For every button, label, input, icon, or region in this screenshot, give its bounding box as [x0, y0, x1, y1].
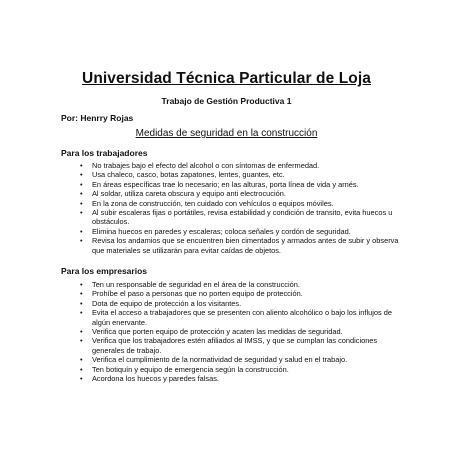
section-title-empresarios: Para los empresarios [61, 266, 147, 276]
list-item: • Acordona los huecos y paredes falsas. [80, 374, 410, 383]
list-item: • Al soldar, utiliza careta obscura y equipo anti electrocución. [80, 189, 410, 198]
list-item: • Verifica que los trabajadores estén afiliados al IMSS, y que se cumplan las condiciones generales de trabajo. [80, 336, 410, 355]
document-title: Universidad Técnica Particular de Loja [82, 70, 371, 87]
list-trabajadores [80, 161, 410, 255]
list-empresarios [80, 280, 410, 383]
document-heading: Medidas de seguridad en la construcción [135, 128, 318, 139]
document-author: Por: Henrry Rojas [61, 113, 134, 123]
list-item: • Evita el acceso a trabajadores que se presenten con aliento alcohólico o bajo los influjos de algún enervante. [80, 308, 410, 327]
document-subtitle: Trabajo de Gestión Productiva 1 [161, 96, 292, 106]
list-item: • Elimina huecos en paredes y escaleras; coloca señales y cordón de seguridad. [80, 227, 410, 236]
list-item: • Verifica el cumplimiento de la normatividad de seguridad y salud en el trabajo. [80, 355, 410, 364]
list-item: • En áreas específicas trae lo necesario; en las alturas, porta línea de vida y arnés. [80, 180, 410, 189]
list-item: • Ten botiquín y equipo de emergencia según la construcción. [80, 365, 410, 374]
list-item: • En la zona de construcción, ten cuidado con vehículos o equipos móviles. [80, 199, 410, 208]
list-item: • Verifica que porten equipo de protección y acaten las medidas de seguridad. [80, 327, 410, 336]
list-item: • Ten un responsable de seguridad en el área de la construcción. [80, 280, 410, 289]
list-item: • Revisa los andamios que se encuentren bien cimentados y armados antes de subir y observa que materiales se utilizarán para evitar caídas de objetos. [80, 236, 410, 255]
list-item: • Dota de equipo de protección a los visitantes. [80, 299, 410, 308]
list-item: • Al subir escaleras fijas o portátiles, revisa estabilidad y condición de transito, evita huecos u obstáculos. [80, 208, 410, 227]
list-item: • No trabajes bajo el efecto del alcohol o con síntomas de enfermedad. [80, 161, 410, 170]
section-title-trabajadores: Para los trabajadores [61, 148, 148, 158]
list-item: • Prohíbe el paso a personas que no porten equipo de protección. [80, 289, 410, 298]
list-item: • Usa chaleco, casco, botas zapatones, lentes, guantes, etc. [80, 170, 410, 179]
